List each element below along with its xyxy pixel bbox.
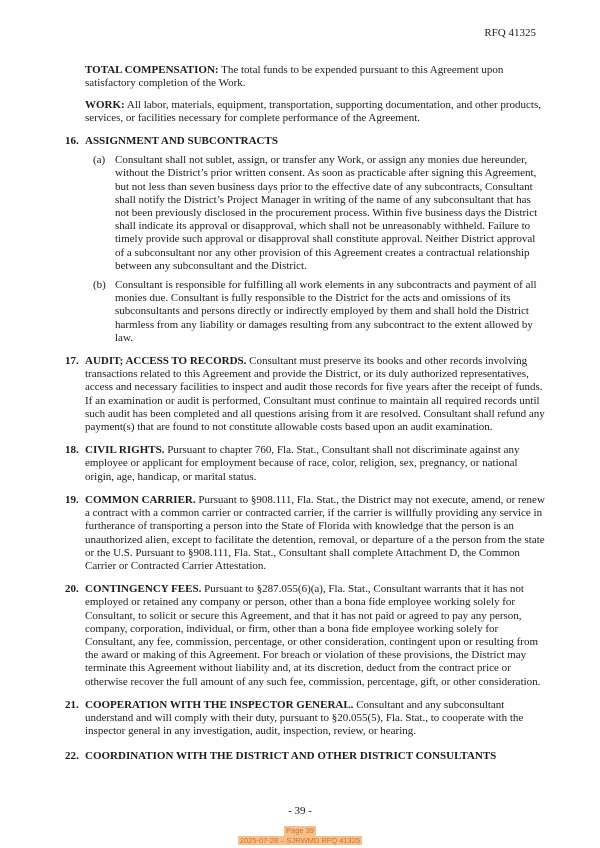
section-17 [65, 355, 547, 434]
section-title: COOPERATION WITH THE INSPECTOR GENERAL. [85, 698, 354, 711]
rfq-number: RFQ 41325 [484, 27, 536, 39]
section-title: CONTINGENCY FEES. [85, 583, 202, 596]
section-number: 21. [65, 698, 79, 711]
section-body-text: Pursuant to §908.111, Fla. Stat., the District may not execute, amend, or renew a contract with a common carrier or contracted carrier, if the carrier is willfully providing any service in furtherance of transporting a person into the State of Florida with knowledge that the person is an unauthorized alien, except to facilitate the detention, removal, or departure of a the person from the state or the U.S. Pursuant to §908.111, Fla. Stat., Consultant shall complete Attachment D, the Common Carrier or Contracted Carrier Attestation. [85, 493, 545, 572]
definition-total-compensation [85, 64, 547, 90]
subitem-text: Consultant shall not sublet, assign, or transfer any Work, or assign any monies due hereunder, without the District’s prior written consent. As soon as practicable after signing this Agreement, but not less than seven business days prior to the effective date of any subcontracts, Consultant shall notify the District’s Project Manager in writing of the name of any subconsultant that has not been previously disclosed in the procurement process. Within five business days the District shall indicate its approval or disapproval, which shall not be unreasonably withheld. Failure to timely provide such approval or disapproval shall constitute approval. Neither District approval of a subconsultant nor any other provision of this Agreement creates a contractual relationship between any subconsultant and the District. [115, 154, 538, 272]
subitem-text: Consultant is responsible for fulfilling all work elements in any subcontracts and payment of all monies due. Consultant is fully responsible to the District for the acts and omissions of its subconsultants and persons directly or indirectly employed by them and shall hold the District harmless from any liability or damages resulting from any subcontract to the extent allowed by law. [115, 279, 537, 344]
section-body-text: Pursuant to §287.055(6)(a), Fla. Stat., Consultant warrants that it has not employed or retained any company or person, other than a bona fide employee working solely for Consultant, to solicit or secure this Agreement, and that it has not paid or agreed to pay any person, company, corporation, individual, or firm, other than a bona fide employee working solely for Consultant, any fee, commission, percentage, or other consideration, contingent upon or resulting from the award or making of this Agreement. For breach or violation of these provisions, the District may terminate this Agreement without liability and, at its discretion, deduct from the contract price or otherwise recover the full amount of any such fee, commission, percentage, gift, or other consideration. [85, 583, 541, 688]
section-title: AUDIT; ACCESS TO RECORDS. [85, 355, 247, 368]
section-body-text: Consultant and any subconsultant understand and will comply with their duty, pursuant to §20.055(5), Fla. Stat., to cooperate with the inspector general in any investigation, audit, inspection, review, or hearing. [85, 698, 524, 738]
definition-text: All labor, materials, equipment, transportation, supporting documentation, and other products, services, or facilities necessary for complete performance of the Agreement. [85, 98, 541, 124]
section-number: 17. [65, 355, 79, 368]
stamp-page-line: Page 39 [286, 826, 314, 835]
section-title: ASSIGNMENT AND SUBCONTRACTS [85, 135, 278, 148]
subitem-label: (b) [93, 279, 106, 292]
annotation-stamp [0, 826, 600, 845]
section-text [85, 355, 547, 434]
section-number: 20. [65, 583, 79, 596]
section-text [85, 444, 547, 484]
subitem-a [93, 154, 540, 273]
section-title: COMMON CARRIER. [85, 493, 196, 506]
subitem-label: (a) [93, 154, 106, 167]
definition-text: The total funds to be expended pursuant to this Agreement upon satisfactory completion of the Work. [85, 64, 504, 90]
stamp-date-line: 2025-07-28 – SJRWMD RFQ 41325 [239, 835, 361, 845]
section-22-heading [65, 750, 547, 763]
section-19 [65, 494, 547, 573]
section-21 [65, 699, 547, 739]
section-18 [65, 444, 547, 484]
subitem-b [93, 279, 540, 345]
section-number: 22. [65, 750, 79, 763]
section-number: 16. [65, 135, 79, 148]
section-text [85, 583, 547, 689]
page-number: - 39 - [288, 805, 312, 817]
section-16-heading [65, 135, 547, 148]
definition-work [85, 99, 547, 125]
definition-term: WORK: [85, 98, 125, 111]
section-title: COORDINATION WITH THE DISTRICT AND OTHER DISTRICT CONSULTANTS [85, 750, 497, 763]
section-number: 18. [65, 444, 79, 457]
section-20 [65, 583, 547, 689]
section-title: CIVIL RIGHTS. [85, 444, 165, 457]
definition-term: TOTAL COMPENSATION: [85, 64, 219, 77]
section-text [85, 494, 547, 573]
section-body-text: Pursuant to chapter 760, Fla. Stat., Consultant shall not discriminate against any employee or applicant for employment because of race, color, religion, sex, pregnancy, or national origin, age, handicap, or marital status. [85, 444, 520, 483]
section-body-text: Consultant must preserve its books and other records involving transactions related to this Agreement and provide the District, or its duly authorized representatives, access and necessary facilities to inspect and audit those records for five years after the receipt of funds. If an examination or audit is performed, Consultant must continue to maintain all required records until such audit has been completed and all questions arising from it are resolved. Consultant shall refund any payment(s) that are found to not constitute allowable costs based upon an audit examination. [85, 355, 545, 434]
section-number: 19. [65, 493, 79, 506]
section-text [85, 699, 547, 739]
